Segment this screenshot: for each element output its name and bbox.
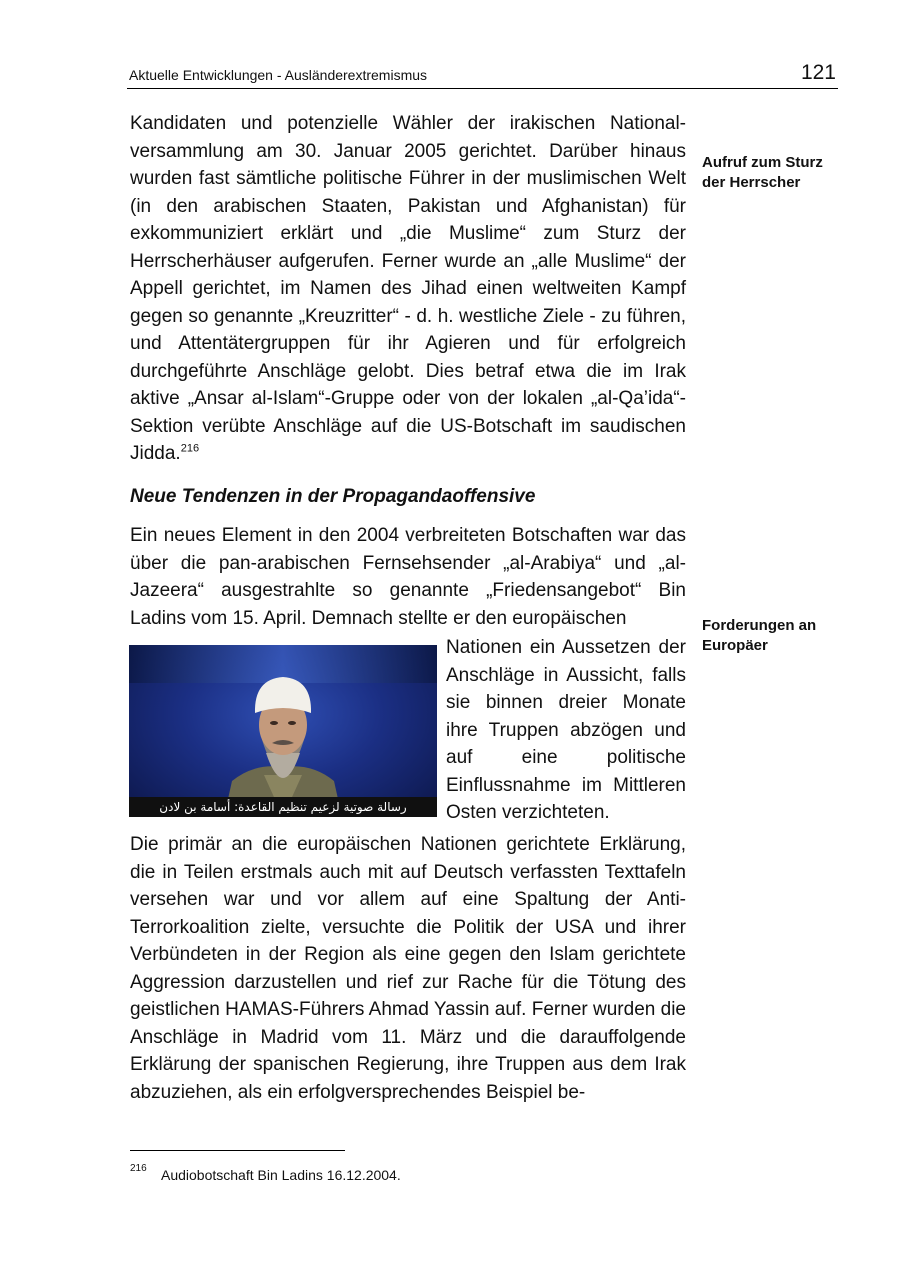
running-header [127,60,838,89]
paragraph-2-wrapped-text: Nationen ein Aussetzen der Anschläge in Aussicht, falls sie binnen dreier Monate ihre Truppen abzögen und auf eine politische Einflussnahme im Mittleren Osten verzichteten. [446,637,686,823]
section-heading: Neue Tendenzen in der Propagandaoffensive [130,486,536,507]
paragraph-1 [130,110,686,468]
page-number: 121 [800,61,836,84]
footnote-divider [130,1150,345,1151]
paragraph-2-text: Ein neues Element in den 2004 verbreiteten Botschaften war das über die pan-arabischen Fernsehsender „al-Arabiya“ und „al-Jazeera“ ausgestrahlte so genannte „Friedensangebot“ Bin Ladins vom 15. April. Demnach stellte er den europäischen [130,525,686,629]
video-still-image [129,645,437,817]
paragraph-3 [130,831,686,1106]
paragraph-3-text: Die primär an die europäischen Nationen gerichtete Erklärung, die in Teilen erstmals auch mit auf Deutsch verfassten Texttafeln versehen war und vor allem auf eine Spaltung der Anti-Terrorkoalition zielte, versuchte die Politik der USA und ihrer Verbündeten in der Region als eine gegen den Islam gerichtete Aggression darzustellen und rief zur Rache für die Tötung des geistlichen HAMAS-Führers Ahmad Yassin auf. Ferner wurden die Anschläge in Madrid vom 11. März und die darauffolgende Erklärung der spanischen Regierung, ihre Truppen aus dem Irak abzuziehen, als ein erfolgversprechendes Beispiel be- [130,834,686,1103]
paragraph-1-text: Kandidaten und potenzielle Wähler der irakischen Nationalversammlung am 30. Januar 2005 gerichtet. Darüber hinaus wurden fast sämtliche politische Führer in der muslimischen Welt (in den arabischen Staaten, Pakistan und Afghanistan) für exkommuniziert erklärt und „die Muslime“ zum Sturz der Herrscherhäuser aufgerufen. Ferner wurde an „alle Muslime“ der Appell gerichtet, im Namen des Jihad einen weltweiten Kampf gegen so genannte „Kreuzritter“ - d. h. westliche Ziele - zu führen, und Attentätergruppen für ihr Agieren und für erfolgreich durchgeführte Anschläge gelobt. Dies betraf etwa die im Irak aktive „Ansar al-Islam“-Gruppe oder von der lokalen „al-Qa’ida“-Sektion verübte Anschläge auf die US-Botschaft im saudischen Jidda. [130,113,686,464]
header-section-title: Aktuelle Entwicklungen - Ausländerextremismus [129,67,428,83]
footnote-reference: 216 [180,442,200,455]
margin-note-2: Forderungen an Europäer [702,617,817,654]
paragraph-2-wrapped [446,634,686,827]
margin-note-1: Aufruf zum Sturz der Herrscher [702,154,823,191]
footnote-text: Audiobotschaft Bin Ladins 16.12.2004. [161,1167,401,1183]
portrait-figure [224,663,342,817]
paragraph-2 [130,522,686,632]
footnote-number: 216 [130,1163,147,1174]
figure-caption: رسالة صوتية لزعيم تنظيم القاعدة: أسامة بن لادن [129,797,437,817]
